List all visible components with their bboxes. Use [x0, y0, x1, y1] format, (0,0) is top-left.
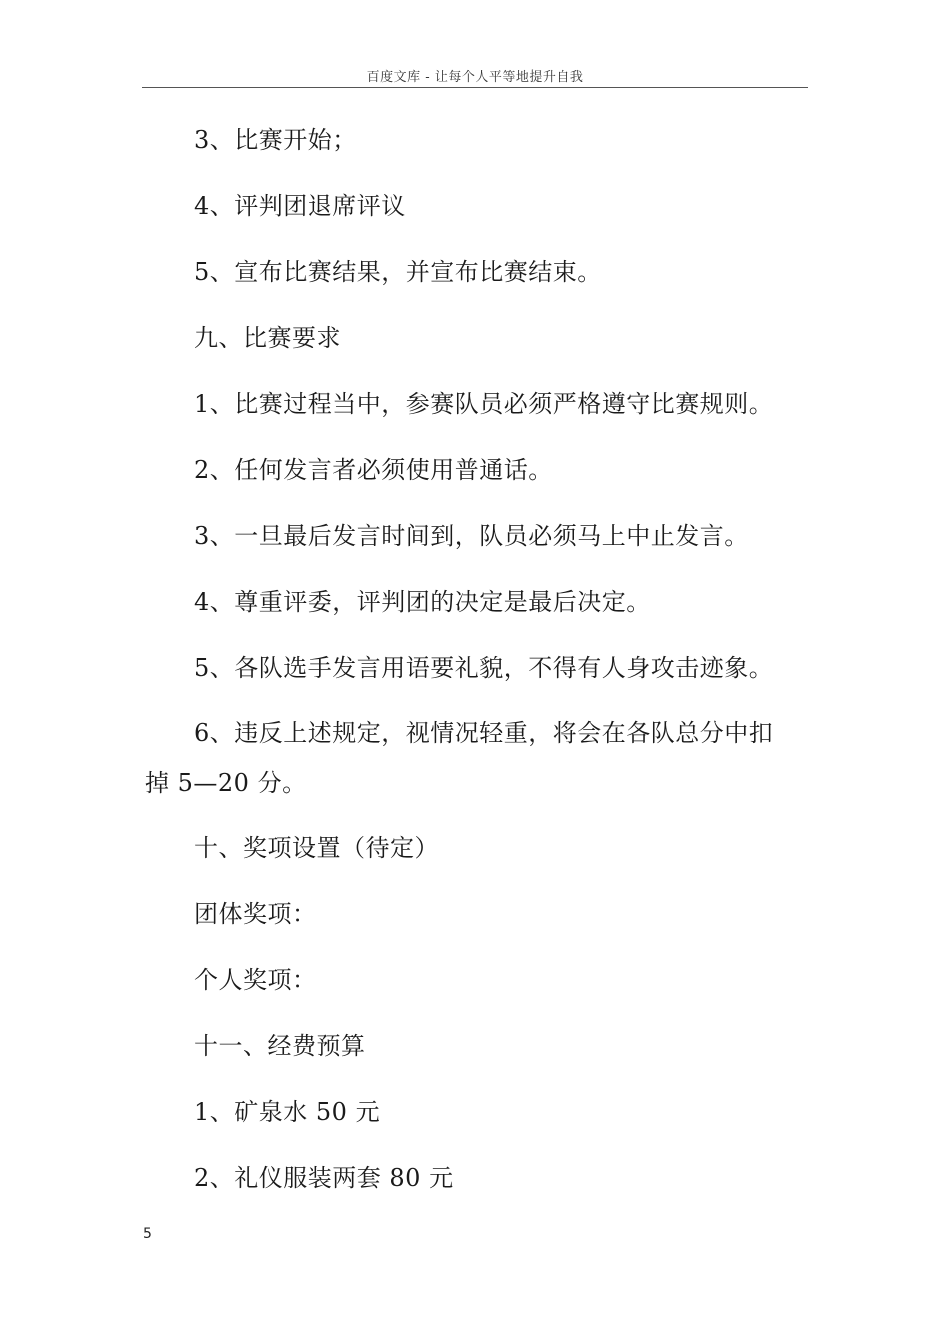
text-line: 2、任何发言者必须使用普通话。: [194, 456, 553, 484]
text-line: 1、比赛过程当中，参赛队员必须严格遵守比赛规则。: [194, 390, 774, 418]
text-line: 3、比赛开始；: [194, 126, 357, 154]
text-line: 团体奖项：: [194, 900, 317, 928]
text-line-continuation: 掉 5—20 分。: [145, 769, 307, 797]
text-line: 3、一旦最后发言时间到，队员必须马上中止发言。: [194, 522, 749, 550]
header-divider: [142, 87, 808, 88]
text-line: 5、各队选手发言用语要礼貌，不得有人身攻击迹象。: [194, 654, 774, 682]
text-line: 个人奖项：: [194, 966, 317, 994]
section-heading: 十、奖项设置（待定）: [194, 834, 439, 862]
section-heading: 十一、经费预算: [194, 1032, 366, 1060]
page-number: 5: [143, 1226, 152, 1242]
text-line: 5、宣布比赛结果，并宣布比赛结束。: [194, 258, 602, 286]
text-line: 4、评判团退席评议: [194, 192, 406, 220]
text-line: 6、违反上述规定，视情况轻重，将会在各队总分中扣: [194, 719, 774, 747]
page-header: 百度文库 - 让每个人平等地提升自我: [366, 70, 584, 85]
text-line: 1、矿泉水 50 元: [194, 1098, 381, 1126]
text-line: 4、尊重评委，评判团的决定是最后决定。: [194, 588, 651, 616]
section-heading: 九、比赛要求: [194, 324, 341, 352]
text-line: 2、礼仪服装两套 80 元: [194, 1164, 454, 1192]
